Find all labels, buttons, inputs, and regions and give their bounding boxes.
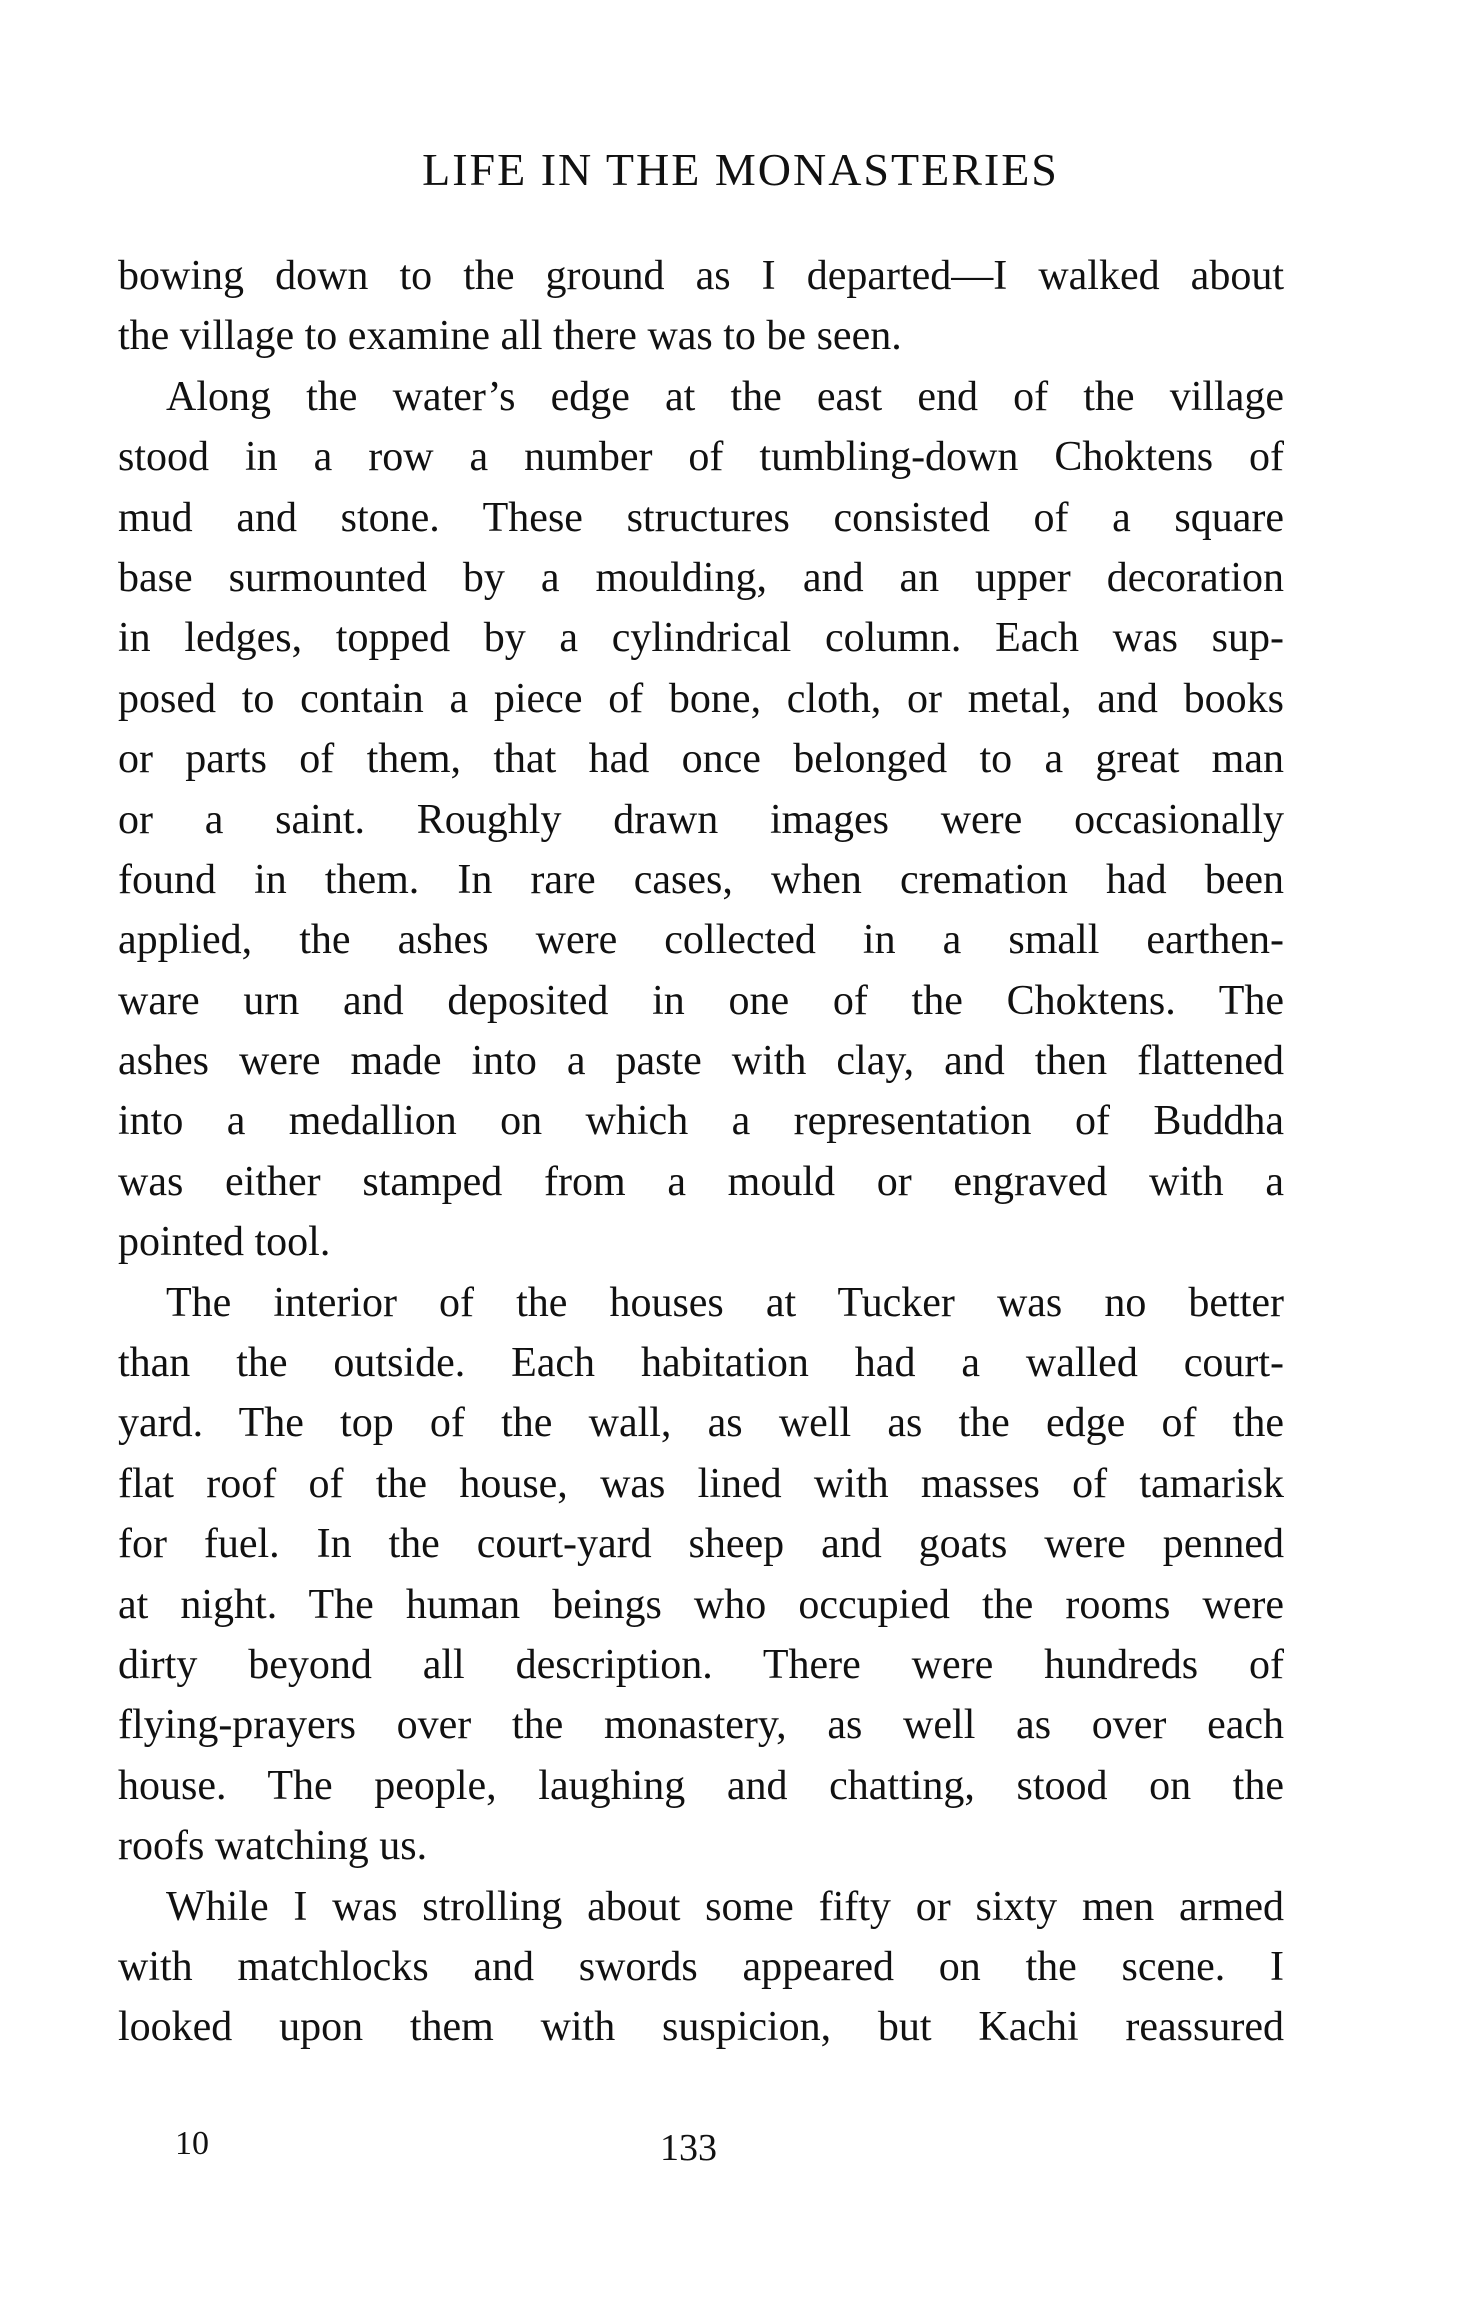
text-line: for fuel. In the court-yard sheep and goats were penned (118, 1521, 1284, 1568)
text-line: flying-prayers over the monastery, as well as over each (118, 1702, 1284, 1749)
text-line: ashes were made into a paste with clay, and then flattened (118, 1038, 1284, 1085)
text-line: posed to contain a piece of bone, cloth, or metal, and books (118, 675, 1284, 722)
text-line: The interior of the houses at Tucker was no better (166, 1279, 1284, 1326)
text-line: mud and stone. These structures consisted of a square (118, 494, 1284, 541)
text-line: the village to examine all there was to be seen. (118, 313, 902, 360)
text-line: Along the water’s edge at the east end of the village (166, 373, 1284, 420)
text-line: with matchlocks and swords appeared on the scene. I (118, 1943, 1284, 1990)
text-line: into a medallion on which a representation of Buddha (118, 1098, 1284, 1145)
text-line: ware urn and deposited in one of the Choktens. The (118, 977, 1284, 1024)
text-line: at night. The human beings who occupied the rooms were (118, 1581, 1284, 1628)
text-line: looked upon them with suspicion, but Kachi reassured (118, 2004, 1284, 2051)
text-line: stood in a row a number of tumbling-down Choktens of (118, 434, 1284, 481)
text-line: in ledges, topped by a cylindrical column. Each was sup- (118, 615, 1284, 662)
text-line: applied, the ashes were collected in a small earthen- (118, 917, 1284, 964)
text-line: found in them. In rare cases, when cremation had been (118, 856, 1284, 903)
text-line: than the outside. Each habitation had a walled court- (118, 1340, 1284, 1387)
text-line: roofs watching us. (118, 1823, 428, 1870)
signature-mark: 10 (175, 2125, 209, 2162)
running-title: LIFE IN THE MONASTERIES (422, 144, 1059, 195)
text-line: bowing down to the ground as I departed—I walked about (118, 253, 1284, 299)
body-text (118, 246, 1284, 2058)
text-line: was either stamped from a mould or engraved with a (118, 1158, 1284, 1205)
text-line: or parts of them, that had once belonged to a great man (118, 736, 1284, 783)
page-number: 133 (660, 2127, 717, 2169)
text-line: base surmounted by a moulding, and an upper decoration (118, 554, 1284, 601)
text-line: While I was strolling about some fifty or sixty men armed (166, 1883, 1284, 1930)
text-line: house. The people, laughing and chatting, stood on the (118, 1762, 1284, 1809)
text-line: dirty beyond all description. There were hundreds of (118, 1641, 1284, 1688)
text-line: yard. The top of the wall, as well as the edge of the (118, 1400, 1284, 1447)
text-line: flat roof of the house, was lined with masses of tamarisk (118, 1460, 1284, 1507)
text-line: pointed tool. (118, 1219, 331, 1266)
text-line: or a saint. Roughly drawn images were occasionally (118, 796, 1284, 843)
